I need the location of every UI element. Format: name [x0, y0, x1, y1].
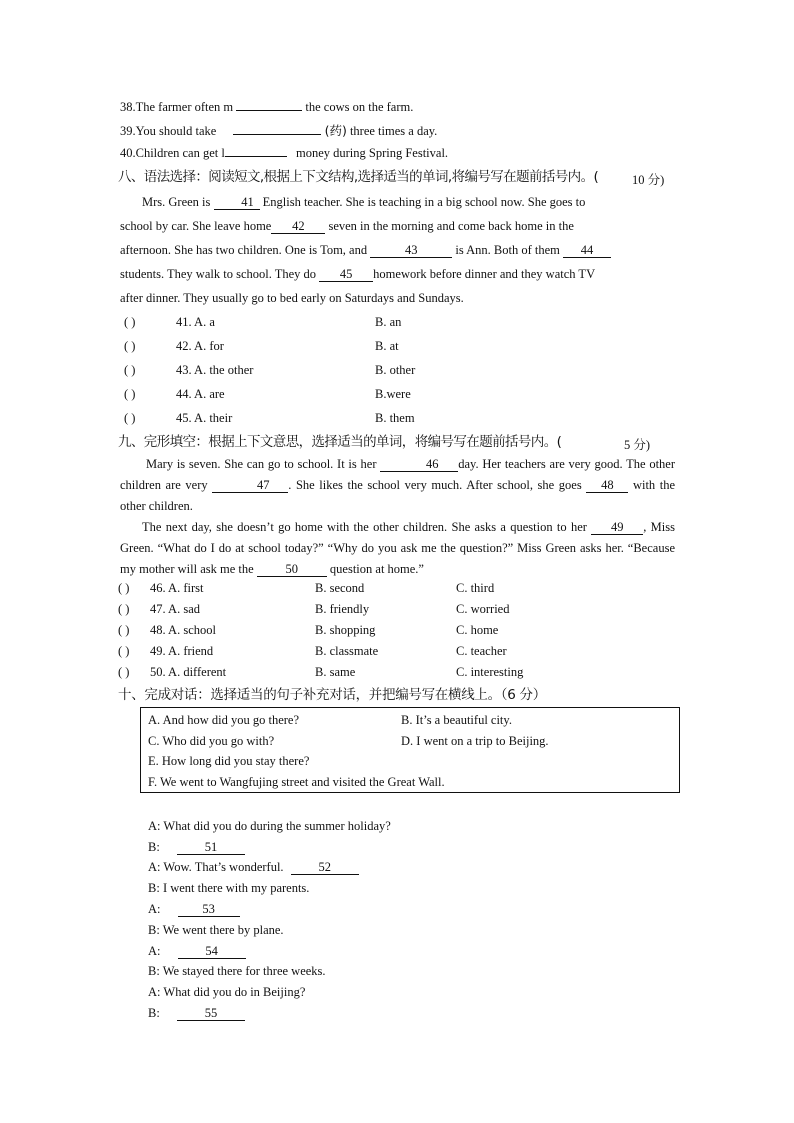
answer-bracket-42[interactable]: ( ) — [124, 339, 136, 353]
dialogue-text: We went there by plane. — [162, 923, 284, 937]
section-9-title: 九、完形填空：根据上下文意思，选择适当的单词，将编号写在题前括号内。( — [118, 434, 562, 450]
answer-bracket-50[interactable]: ( ) — [118, 665, 130, 679]
passage-line-5 — [120, 286, 675, 310]
blank-42[interactable]: 42 — [271, 219, 325, 234]
question-39-text-after: three times a day. — [349, 124, 438, 138]
passage-9-p2 — [120, 517, 675, 580]
passage-text: The next day, she doesn’t go home with the other children. She asks a question to her — [142, 520, 587, 534]
question-39 — [120, 123, 437, 139]
blank-53[interactable]: 53 — [178, 902, 240, 917]
option-46-b: B. second — [315, 581, 365, 595]
blank-52[interactable]: 52 — [291, 860, 359, 875]
passage-text: day. Her teachers are very good. — [458, 457, 623, 471]
dialogue-line-10 — [148, 1005, 245, 1021]
passage-text: The other children are very — [120, 457, 676, 492]
question-40-blank[interactable] — [225, 156, 287, 157]
option-44-a: 44. A. are — [176, 387, 225, 401]
option-45-a: 45. A. their — [176, 411, 233, 425]
speaker-label: B: — [148, 840, 160, 854]
question-39-hint: (药) — [324, 123, 347, 138]
option-47-a: 47. A. sad — [150, 602, 200, 616]
passage-text: with the other children. — [120, 478, 676, 513]
speaker-label: A: — [148, 902, 161, 916]
question-39-blank[interactable] — [233, 134, 321, 135]
question-38 — [120, 99, 413, 115]
passage-text: homework before dinner and they watch TV — [373, 267, 596, 281]
passage-text: Mary is seven. She can go to school. It is her — [146, 457, 377, 471]
speaker-label: B: — [148, 964, 160, 978]
blank-46[interactable]: 46 — [380, 457, 458, 472]
dialogue-text: We stayed there for three weeks. — [162, 964, 326, 978]
section-8-passage — [120, 190, 675, 310]
dialogue-text: What did you do in Beijing? — [163, 985, 306, 999]
option-47-c: C. worried — [456, 602, 510, 616]
question-38-text: 38.The farmer often m — [120, 100, 234, 114]
passage-text: seven in the morning and come back home in the — [328, 219, 574, 233]
option-42-b: B. at — [375, 339, 399, 353]
dialogue-option-a: A. And how did you go there? — [148, 713, 300, 727]
speaker-label: A: — [148, 944, 161, 958]
dialogue-option-f: F. We went to Wangfujing street and visited the Great Wall. — [148, 775, 445, 789]
blank-49[interactable]: 49 — [591, 520, 643, 535]
speaker-label: B: — [148, 881, 160, 895]
dialogue-line-1 — [148, 818, 391, 834]
dialogue-line-9 — [148, 984, 305, 1000]
passage-text: English teacher. She is teaching in a big school now. She goes to — [262, 195, 586, 209]
option-41-b: B. an — [375, 315, 402, 329]
answer-bracket-49[interactable]: ( ) — [118, 644, 130, 658]
option-41-a: 41. A. a — [176, 315, 215, 329]
question-38-text-after: the cows on the farm. — [305, 100, 414, 114]
passage-line-2 — [120, 214, 675, 238]
section-10-title: 十、完成对话：选择适当的句子补充对话，并把编号写在横线上。（6 分） — [118, 687, 546, 703]
answer-bracket-41[interactable]: ( ) — [124, 315, 136, 329]
answer-bracket-46[interactable]: ( ) — [118, 581, 130, 595]
option-44-b: B.were — [375, 387, 411, 401]
passage-text: Green asks her. “Because my mother will ask me the — [120, 541, 675, 576]
option-48-a: 48. A. school — [150, 623, 216, 637]
option-49-b: B. classmate — [315, 644, 379, 658]
passage-text: students. They walk to school. They do — [120, 267, 317, 281]
question-40-text: 40.Children can get l — [120, 146, 225, 160]
dialogue-option-e: E. How long did you stay there? — [148, 754, 310, 768]
option-47-b: B. friendly — [315, 602, 370, 616]
option-49-c: C. teacher — [456, 644, 507, 658]
passage-line-1 — [120, 190, 675, 214]
option-48-b: B. shopping — [315, 623, 376, 637]
passage-text: , Miss Green. “What do I do at school today?” “Why do you ask me the question?” Miss — [120, 520, 675, 555]
blank-45[interactable]: 45 — [319, 267, 373, 282]
option-46-a: 46. A. first — [150, 581, 204, 595]
dialogue-line-7 — [148, 943, 246, 959]
dialogue-line-3 — [148, 859, 359, 875]
speaker-label: B: — [148, 1006, 160, 1020]
question-39-text: 39.You should take — [120, 124, 217, 138]
question-40-text-after: money during Spring Festival. — [295, 146, 449, 160]
passage-text: Mrs. Green is — [142, 195, 211, 209]
dialogue-line-6 — [148, 922, 284, 938]
option-50-c: C. interesting — [456, 665, 524, 679]
answer-bracket-48[interactable]: ( ) — [118, 623, 130, 637]
option-46-c: C. third — [456, 581, 495, 595]
option-50-a: 50. A. different — [150, 665, 227, 679]
option-50-b: B. same — [315, 665, 356, 679]
blank-41[interactable]: 41 — [214, 195, 260, 210]
blank-54[interactable]: 54 — [178, 944, 246, 959]
question-40 — [120, 145, 448, 161]
passage-text: school by car. She leave home — [120, 219, 272, 233]
answer-bracket-44[interactable]: ( ) — [124, 387, 136, 401]
passage-line-4 — [120, 262, 675, 286]
blank-51[interactable]: 51 — [177, 840, 245, 855]
dialogue-line-2 — [148, 839, 245, 855]
section-8-title: 八、语法选择：阅读短文,根据上下文结构,选择适当的单词,将编号写在题前括号内。( — [118, 169, 599, 185]
section-9-score: 5 分) — [624, 438, 651, 452]
dialogue-line-8 — [148, 963, 326, 979]
speaker-label: B: — [148, 923, 160, 937]
passage-text: afternoon. She has two children. One is Tom, and — [120, 243, 368, 257]
blank-55[interactable]: 55 — [177, 1006, 245, 1021]
option-48-c: C. home — [456, 623, 499, 637]
blank-50[interactable]: 50 — [257, 562, 327, 577]
dialogue-text: Wow. That’s wonderful. — [163, 860, 284, 874]
option-42-a: 42. A. for — [176, 339, 224, 353]
speaker-label: A: — [148, 985, 161, 999]
section-8-score: 10 分) — [632, 173, 665, 187]
passage-text: question at home.” — [329, 562, 424, 576]
blank-47[interactable]: 47 — [212, 478, 288, 493]
blank-48[interactable]: 48 — [586, 478, 628, 493]
question-38-blank[interactable] — [236, 110, 302, 111]
passage-text: is Ann. Both of them — [455, 243, 560, 257]
speaker-label: A: — [148, 819, 161, 833]
passage-9-p1 — [120, 454, 675, 517]
option-43-a: 43. A. the other — [176, 363, 254, 377]
dialogue-text: I went there with my parents. — [162, 881, 310, 895]
answer-bracket-47[interactable]: ( ) — [118, 602, 130, 616]
passage-line-3 — [120, 238, 675, 262]
dialogue-line-4 — [148, 880, 309, 896]
answer-bracket-45[interactable]: ( ) — [124, 411, 136, 425]
section-9-passage — [120, 454, 675, 580]
option-43-b: B. other — [375, 363, 416, 377]
answer-bracket-43[interactable]: ( ) — [124, 363, 136, 377]
passage-text: after dinner. They usually go to bed early on Saturdays and Sundays. — [120, 291, 464, 305]
option-45-b: B. them — [375, 411, 415, 425]
dialogue-option-c: C. Who did you go with? — [148, 734, 275, 748]
speaker-label: A: — [148, 860, 161, 874]
dialogue-option-d: D. I went on a trip to Beijing. — [401, 734, 549, 748]
passage-text: . She likes the school very much. After school, she goes — [288, 478, 582, 492]
blank-43[interactable]: 43 — [370, 243, 452, 258]
dialogue-line-5 — [148, 901, 240, 917]
option-49-a: 49. A. friend — [150, 644, 214, 658]
dialogue-option-b: B. It’s a beautiful city. — [401, 713, 512, 727]
blank-44[interactable]: 44 — [563, 243, 611, 258]
dialogue-text: What did you do during the summer holiday? — [163, 819, 391, 833]
